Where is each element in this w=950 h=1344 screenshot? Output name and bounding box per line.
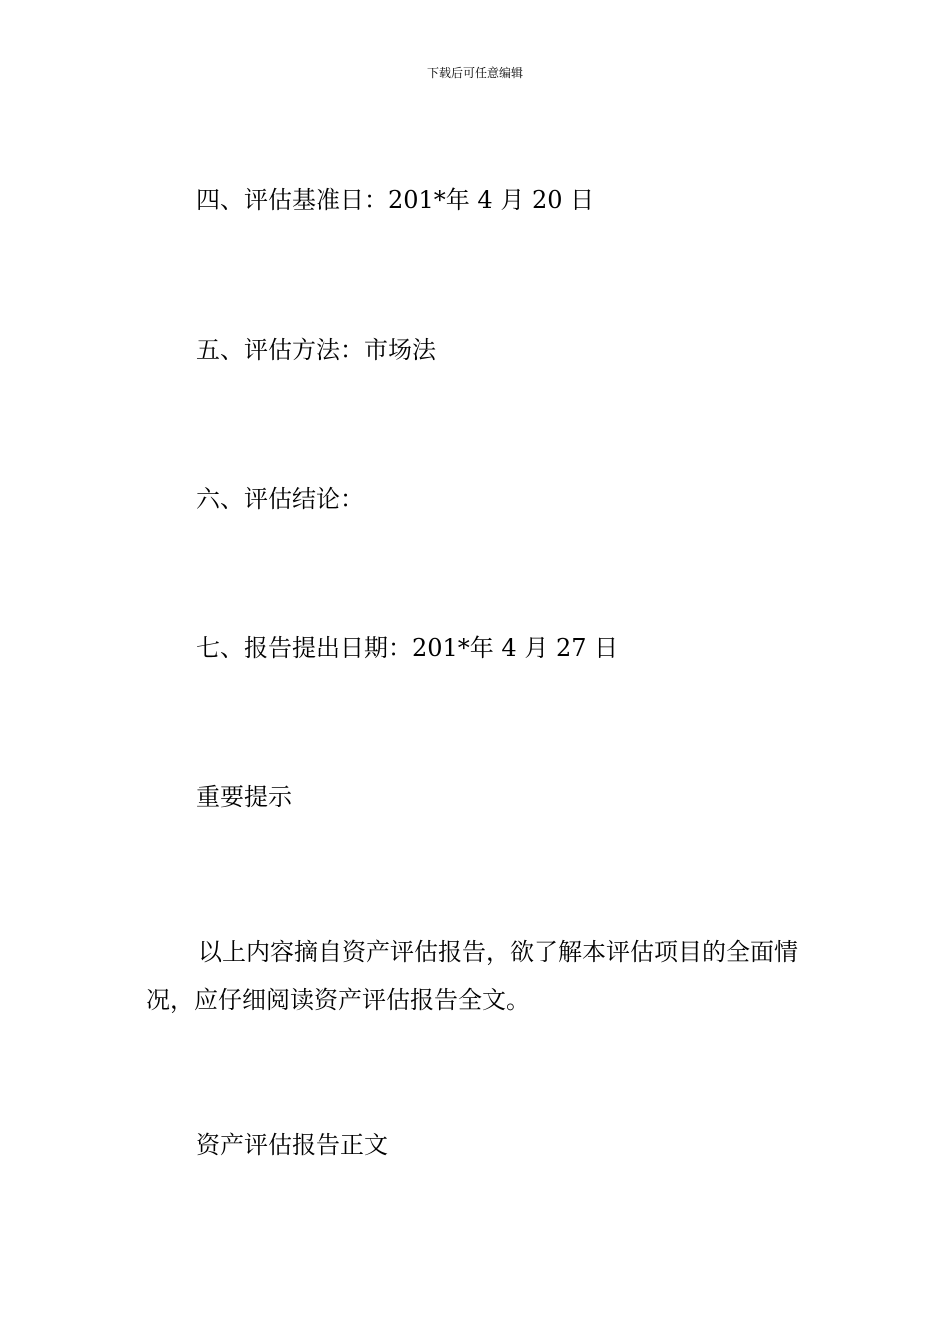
report-body-heading: 资产评估报告正文 — [196, 1131, 388, 1159]
page-header-note: 下载后可任意编辑 — [426, 66, 523, 80]
section-valuation-date: 四、评估基准日：201*年 4 月 20 日 — [196, 186, 595, 214]
section-report-date: 七、报告提出日期：201*年 4 月 27 日 — [196, 634, 619, 662]
section-valuation-conclusion: 六、评估结论： — [196, 485, 364, 513]
important-notice-paragraph: 以上内容摘自资产评估报告，欲了解本评估项目的全面情况，应仔细阅读资产评估报告全文。 — [146, 938, 798, 1014]
section-valuation-method: 五、评估方法：市场法 — [196, 336, 436, 364]
important-notice-heading: 重要提示 — [196, 783, 292, 811]
